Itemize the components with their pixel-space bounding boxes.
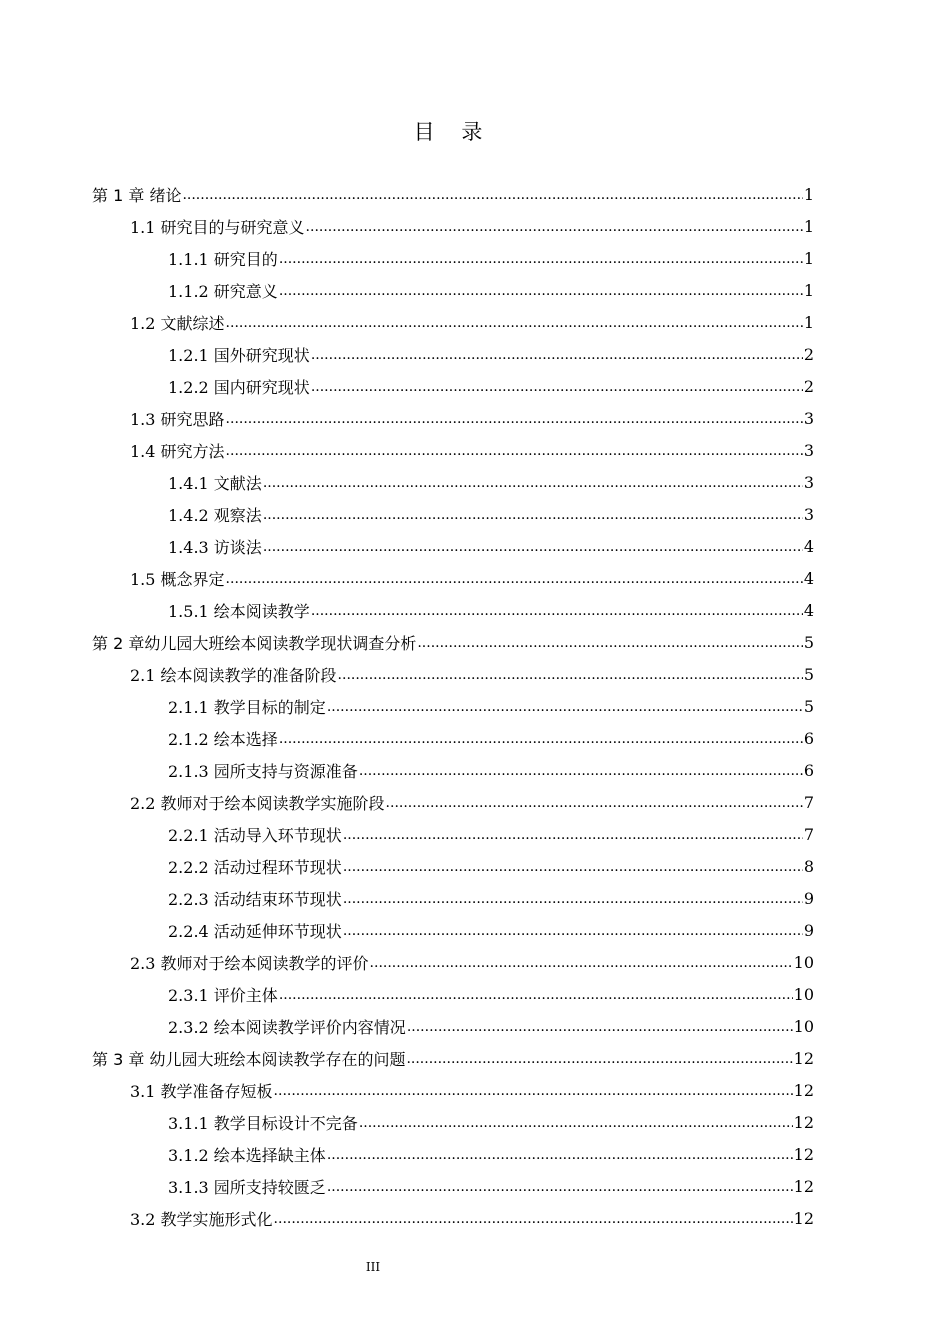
toc-entry-title: 2.2.4 活动延伸环节现状: [168, 921, 342, 941]
toc-leader-dots: [226, 441, 803, 459]
toc-entry[interactable]: [130, 1202, 814, 1234]
toc-entry[interactable]: [130, 402, 814, 434]
toc-entry-title: 2.1.3 园所支持与资源准备: [168, 761, 358, 781]
toc-leader-dots: [306, 217, 803, 235]
toc-entry-page-number: 7: [803, 792, 814, 812]
toc-entry[interactable]: [168, 1010, 814, 1042]
toc-leader-dots: [338, 665, 803, 683]
toc-entry[interactable]: [130, 946, 814, 978]
toc-leader-dots: [226, 409, 803, 427]
toc-entry-page-number: 1: [803, 280, 814, 300]
toc-entry-page-number: 6: [803, 728, 814, 748]
toc-entry-page-number: 3: [803, 440, 814, 460]
toc-entry-title: 1.5 概念界定: [130, 569, 225, 589]
toc-entry-page-number: 12: [793, 1208, 814, 1228]
toc-entry[interactable]: [130, 1074, 814, 1106]
toc-entry-page-number: 4: [803, 536, 814, 556]
toc-entry-title: 1.5.1 绘本阅读教学: [168, 601, 310, 621]
toc-entry[interactable]: [168, 1170, 814, 1202]
toc-entry-page-number: 1: [803, 312, 814, 332]
toc-entry[interactable]: [168, 722, 814, 754]
toc-leader-dots: [417, 633, 802, 651]
toc-entry-page-number: 9: [803, 888, 814, 908]
toc-leader-dots: [343, 825, 803, 843]
toc-leader-dots: [343, 857, 803, 875]
toc-leader-dots: [359, 761, 803, 779]
toc-entry-page-number: 8: [803, 856, 814, 876]
toc-entry-page-number: 6: [803, 760, 814, 780]
toc-entry-title: 第 1 章 绪论: [92, 185, 182, 205]
toc-entry[interactable]: [130, 210, 814, 242]
toc-leader-dots: [359, 1113, 793, 1131]
toc-entry-page-number: 1: [803, 216, 814, 236]
toc-entry-page-number: 1: [803, 184, 814, 204]
toc-entry-page-number: 12: [793, 1048, 814, 1068]
toc-leader-dots: [226, 313, 803, 331]
page-title: 目 录: [413, 120, 493, 144]
toc-entry-page-number: 12: [793, 1112, 814, 1132]
toc-entry[interactable]: [168, 498, 814, 530]
toc-entry[interactable]: [168, 978, 814, 1010]
toc-entry-page-number: 12: [793, 1080, 814, 1100]
toc-entry[interactable]: [168, 850, 814, 882]
toc-entry[interactable]: [168, 1106, 814, 1138]
toc-entry[interactable]: [130, 658, 814, 690]
toc-entry-page-number: 5: [803, 696, 814, 716]
toc-entry-title: 2.2 教师对于绘本阅读教学实施阶段: [130, 793, 385, 813]
toc-leader-dots: [274, 1209, 793, 1227]
toc-entry-page-number: 1: [803, 248, 814, 268]
toc-entry-title: 2.3 教师对于绘本阅读教学的评价: [130, 953, 369, 973]
toc-entry[interactable]: [168, 594, 814, 626]
toc-entry[interactable]: [168, 818, 814, 850]
toc-entry-page-number: 10: [793, 1016, 814, 1036]
toc-entry[interactable]: [168, 338, 814, 370]
toc-entry-title: 2.3.1 评价主体: [168, 985, 278, 1005]
toc-entry-page-number: 2: [803, 344, 814, 364]
toc-entry-page-number: 10: [793, 984, 814, 1004]
toc-entry-title: 第 2 章幼儿园大班绘本阅读教学现状调查分析: [92, 633, 417, 653]
toc-leader-dots: [327, 1145, 793, 1163]
toc-entry-page-number: 4: [803, 600, 814, 620]
toc-entry[interactable]: [168, 370, 814, 402]
toc-leader-dots: [279, 985, 793, 1003]
toc-entry[interactable]: [168, 1138, 814, 1170]
toc-leader-dots: [311, 345, 803, 363]
toc-entry-page-number: 7: [803, 824, 814, 844]
toc-entry-title: 1.2.2 国内研究现状: [168, 377, 310, 397]
toc-entry-page-number: 3: [803, 472, 814, 492]
toc-leader-dots: [343, 889, 803, 907]
page-number: III: [365, 1260, 381, 1274]
toc-leader-dots: [386, 793, 803, 811]
toc-entry-title: 3.1.3 园所支持较匮乏: [168, 1177, 326, 1197]
toc-entry-page-number: 4: [803, 568, 814, 588]
toc-entry[interactable]: [168, 466, 814, 498]
toc-entry-title: 3.1.1 教学目标设计不完备: [168, 1113, 358, 1133]
toc-entry[interactable]: [130, 434, 814, 466]
toc-entry-title: 1.4.3 访谈法: [168, 537, 262, 557]
toc-entry[interactable]: [130, 786, 814, 818]
toc-entry-title: 3.1.2 绘本选择缺主体: [168, 1145, 326, 1165]
toc-entry-title: 2.2.2 活动过程环节现状: [168, 857, 342, 877]
toc-entry-page-number: 12: [793, 1176, 814, 1196]
toc-leader-dots: [279, 281, 803, 299]
toc-entry-title: 1.2.1 国外研究现状: [168, 345, 310, 365]
toc-leader-dots: [327, 697, 803, 715]
toc-entry-page-number: 10: [793, 952, 814, 972]
toc-leader-dots: [370, 953, 793, 971]
toc-entry-title: 1.4.1 文献法: [168, 473, 262, 493]
toc-leader-dots: [263, 473, 803, 491]
toc-entry-title: 2.2.1 活动导入环节现状: [168, 825, 342, 845]
toc-leader-dots: [279, 249, 803, 267]
toc-entry[interactable]: [168, 530, 814, 562]
toc-leader-dots: [406, 1049, 792, 1067]
toc-entry-title: 第 3 章 幼儿园大班绘本阅读教学存在的问题: [92, 1049, 406, 1069]
toc-entry-page-number: 5: [803, 632, 814, 652]
toc-entry-title: 1.3 研究思路: [130, 409, 225, 429]
toc-entry-title: 1.1 研究目的与研究意义: [130, 217, 305, 237]
toc-entry-title: 1.1.2 研究意义: [168, 281, 278, 301]
toc-leader-dots: [182, 185, 802, 203]
toc-entry-title: 2.1.2 绘本选择: [168, 729, 278, 749]
toc-entry-title: 1.2 文献综述: [130, 313, 225, 333]
toc-entry[interactable]: [168, 914, 814, 946]
toc-entry[interactable]: [130, 306, 814, 338]
toc-entry[interactable]: [168, 882, 814, 914]
toc-leader-dots: [311, 377, 803, 395]
toc-entry[interactable]: [130, 562, 814, 594]
toc-leader-dots: [407, 1017, 793, 1035]
toc-entry-title: 2.1 绘本阅读教学的准备阶段: [130, 665, 337, 685]
toc-entry[interactable]: [92, 626, 814, 658]
toc-entry-page-number: 12: [793, 1144, 814, 1164]
toc-entry-page-number: 3: [803, 408, 814, 428]
toc-entry-title: 1.4 研究方法: [130, 441, 225, 461]
toc-leader-dots: [263, 505, 803, 523]
toc-entry-title: 2.1.1 教学目标的制定: [168, 697, 326, 717]
toc-entry[interactable]: [92, 178, 814, 210]
toc-leader-dots: [274, 1081, 793, 1099]
toc-entry-page-number: 2: [803, 376, 814, 396]
toc-leader-dots: [343, 921, 803, 939]
toc-entry-title: 3.2 教学实施形式化: [130, 1209, 273, 1229]
toc-entry-title: 1.4.2 观察法: [168, 505, 262, 525]
toc-entry[interactable]: [168, 274, 814, 306]
toc-leader-dots: [263, 537, 803, 555]
toc-entry[interactable]: [168, 690, 814, 722]
toc-entry-title: 3.1 教学准备存短板: [130, 1081, 273, 1101]
toc-entry-page-number: 5: [803, 664, 814, 684]
toc-entry-title: 1.1.1 研究目的: [168, 249, 278, 269]
toc-leader-dots: [226, 569, 803, 587]
toc-entry-title: 2.2.3 活动结束环节现状: [168, 889, 342, 909]
toc-entry[interactable]: [168, 754, 814, 786]
toc-entry-page-number: 9: [803, 920, 814, 940]
toc-leader-dots: [279, 729, 803, 747]
toc-entry[interactable]: [168, 242, 814, 274]
toc-entry-title: 2.3.2 绘本阅读教学评价内容情况: [168, 1017, 406, 1037]
toc-leader-dots: [311, 601, 803, 619]
toc-entry-page-number: 3: [803, 504, 814, 524]
toc-leader-dots: [327, 1177, 793, 1195]
toc-entry[interactable]: [92, 1042, 814, 1074]
